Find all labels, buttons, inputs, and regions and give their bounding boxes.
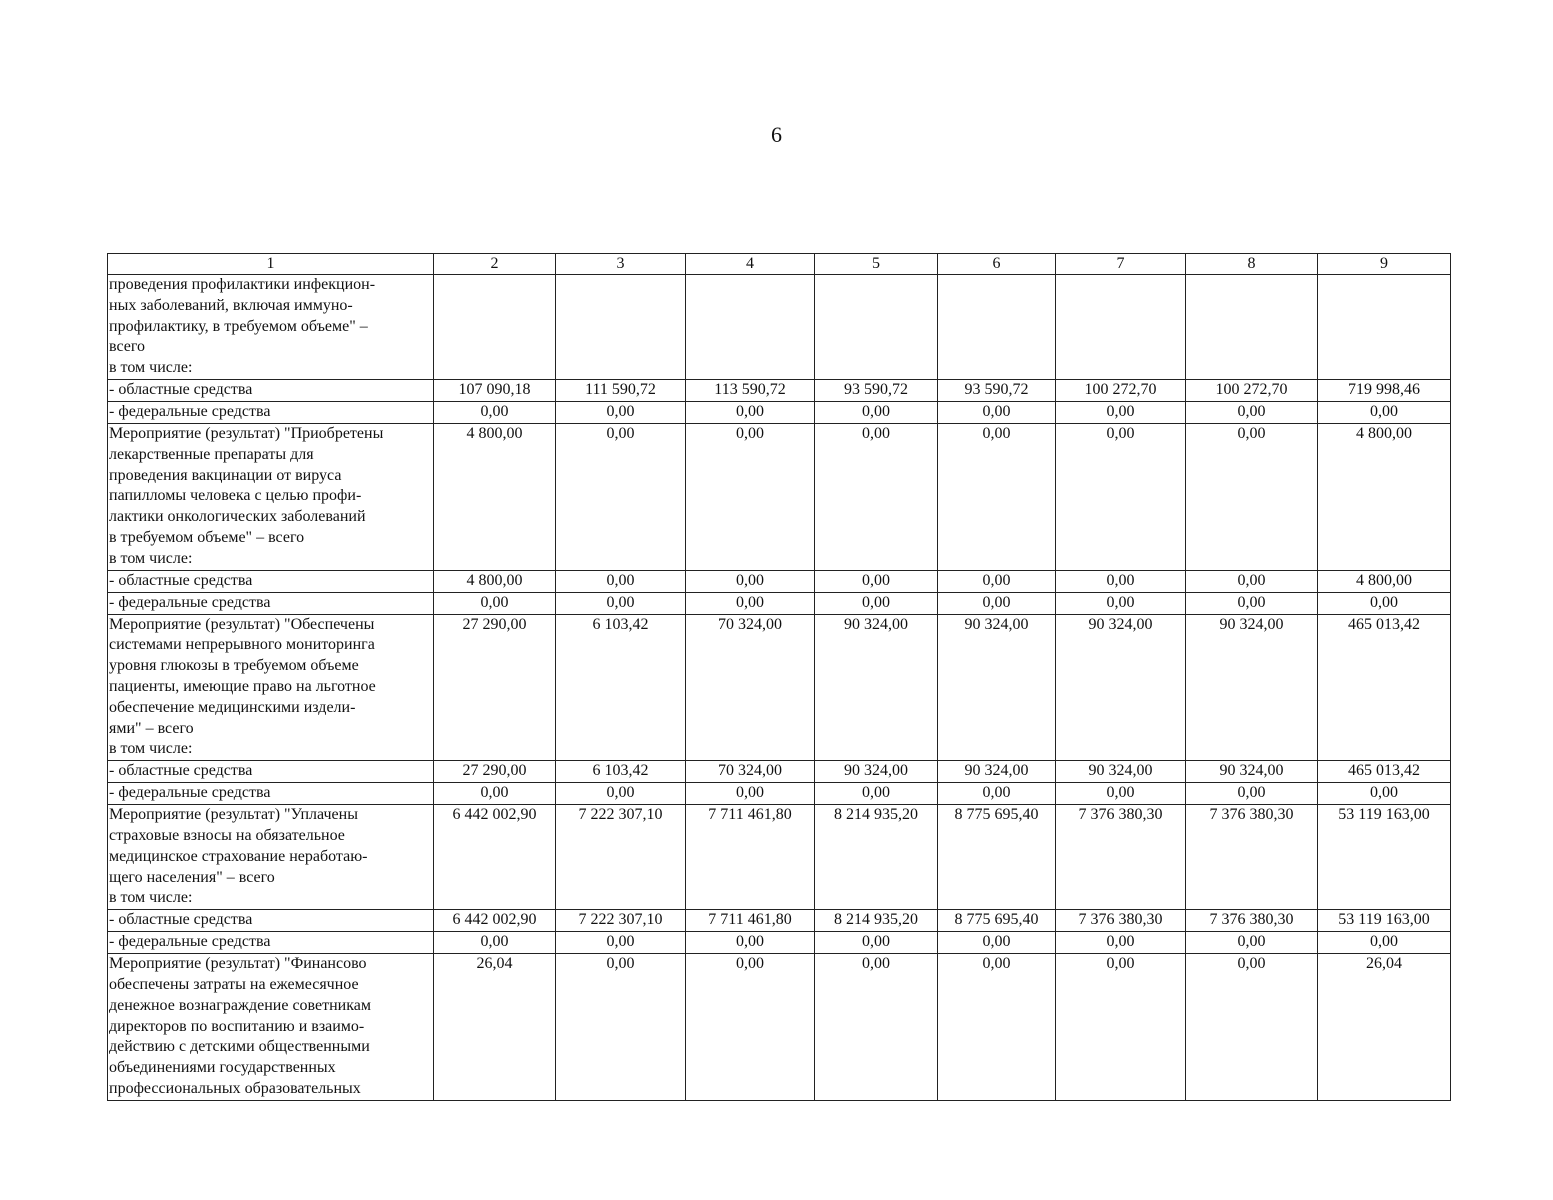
value-cell: 7 711 461,80 bbox=[686, 805, 815, 910]
value-cell: 90 324,00 bbox=[938, 761, 1056, 783]
value-cell: 0,00 bbox=[1186, 570, 1318, 592]
value-cell: 53 119 163,00 bbox=[1318, 910, 1451, 932]
column-header: 8 bbox=[1186, 254, 1318, 275]
row-label: Мероприятие (результат) "Финансово обеспечены затраты на ежемесячное денежное вознаграждение советникам директоров по воспитанию и взаимо- действию с детскими общественными объединениями государственных профессиональных образовательных bbox=[108, 954, 434, 1101]
column-header: 6 bbox=[938, 254, 1056, 275]
table-row bbox=[108, 614, 1451, 761]
column-header: 9 bbox=[1318, 254, 1451, 275]
value-cell: 0,00 bbox=[1186, 783, 1318, 805]
value-cell: 0,00 bbox=[1318, 401, 1451, 423]
value-cell: 90 324,00 bbox=[1056, 614, 1186, 761]
value-cell: 90 324,00 bbox=[1186, 614, 1318, 761]
value-cell: 8 214 935,20 bbox=[815, 805, 938, 910]
value-cell: 4 800,00 bbox=[1318, 423, 1451, 570]
value-cell: 0,00 bbox=[938, 932, 1056, 954]
row-label: - федеральные средства bbox=[108, 783, 434, 805]
value-cell: 90 324,00 bbox=[815, 614, 938, 761]
column-header: 7 bbox=[1056, 254, 1186, 275]
value-cell: 90 324,00 bbox=[1056, 761, 1186, 783]
value-cell: 0,00 bbox=[686, 401, 815, 423]
table-row bbox=[108, 910, 1451, 932]
value-cell: 0,00 bbox=[686, 570, 815, 592]
value-cell: 7 376 380,30 bbox=[1056, 805, 1186, 910]
value-cell: 70 324,00 bbox=[686, 614, 815, 761]
value-cell: 90 324,00 bbox=[1186, 761, 1318, 783]
value-cell: 100 272,70 bbox=[1186, 379, 1318, 401]
value-cell: 8 775 695,40 bbox=[938, 910, 1056, 932]
value-cell: 0,00 bbox=[815, 954, 938, 1101]
value-cell: 0,00 bbox=[815, 592, 938, 614]
row-label: - областные средства bbox=[108, 379, 434, 401]
table-row bbox=[108, 954, 1451, 1101]
value-cell: 0,00 bbox=[938, 423, 1056, 570]
value-cell: 0,00 bbox=[1056, 592, 1186, 614]
value-cell: 465 013,42 bbox=[1318, 614, 1451, 761]
row-label: Мероприятие (результат) "Уплачены страховые взносы на обязательное медицинское страхование неработаю- щего населения" – всего в том числе: bbox=[108, 805, 434, 910]
value-cell bbox=[434, 275, 556, 380]
column-header: 5 bbox=[815, 254, 938, 275]
value-cell: 0,00 bbox=[556, 592, 686, 614]
table-row bbox=[108, 401, 1451, 423]
value-cell: 0,00 bbox=[686, 783, 815, 805]
row-label: - областные средства bbox=[108, 761, 434, 783]
column-header: 1 bbox=[108, 254, 434, 275]
value-cell: 0,00 bbox=[938, 592, 1056, 614]
value-cell: 0,00 bbox=[434, 932, 556, 954]
value-cell: 0,00 bbox=[938, 783, 1056, 805]
table-row bbox=[108, 783, 1451, 805]
value-cell: 90 324,00 bbox=[938, 614, 1056, 761]
table-row bbox=[108, 761, 1451, 783]
value-cell: 27 290,00 bbox=[434, 614, 556, 761]
value-cell bbox=[1318, 275, 1451, 380]
row-label: - областные средства bbox=[108, 910, 434, 932]
value-cell: 53 119 163,00 bbox=[1318, 805, 1451, 910]
value-cell: 0,00 bbox=[556, 954, 686, 1101]
value-cell: 0,00 bbox=[1318, 592, 1451, 614]
row-label: проведения профилактики инфекцион- ных заболеваний, включая иммуно- профилактику, в требуемом объеме" – всего в том числе: bbox=[108, 275, 434, 380]
column-header: 3 bbox=[556, 254, 686, 275]
value-cell: 0,00 bbox=[815, 932, 938, 954]
value-cell: 90 324,00 bbox=[815, 761, 938, 783]
value-cell: 0,00 bbox=[556, 932, 686, 954]
value-cell: 0,00 bbox=[815, 783, 938, 805]
value-cell: 93 590,72 bbox=[815, 379, 938, 401]
value-cell: 6 103,42 bbox=[556, 761, 686, 783]
value-cell bbox=[815, 275, 938, 380]
value-cell: 465 013,42 bbox=[1318, 761, 1451, 783]
value-cell: 0,00 bbox=[556, 570, 686, 592]
value-cell: 0,00 bbox=[686, 954, 815, 1101]
value-cell: 6 442 002,90 bbox=[434, 910, 556, 932]
value-cell: 0,00 bbox=[1186, 401, 1318, 423]
page-number: 6 bbox=[771, 122, 782, 147]
column-header: 2 bbox=[434, 254, 556, 275]
row-label: - федеральные средства bbox=[108, 932, 434, 954]
column-header: 4 bbox=[686, 254, 815, 275]
value-cell: 0,00 bbox=[1056, 401, 1186, 423]
value-cell: 6 442 002,90 bbox=[434, 805, 556, 910]
value-cell: 0,00 bbox=[556, 783, 686, 805]
value-cell: 0,00 bbox=[1056, 954, 1186, 1101]
value-cell: 0,00 bbox=[1186, 423, 1318, 570]
value-cell: 7 376 380,30 bbox=[1056, 910, 1186, 932]
value-cell: 0,00 bbox=[1056, 570, 1186, 592]
value-cell: 0,00 bbox=[434, 401, 556, 423]
value-cell bbox=[1186, 275, 1318, 380]
value-cell: 93 590,72 bbox=[938, 379, 1056, 401]
row-label: - областные средства bbox=[108, 570, 434, 592]
value-cell: 0,00 bbox=[815, 401, 938, 423]
value-cell: 111 590,72 bbox=[556, 379, 686, 401]
value-cell: 0,00 bbox=[1318, 783, 1451, 805]
value-cell: 0,00 bbox=[938, 954, 1056, 1101]
value-cell bbox=[1056, 275, 1186, 380]
value-cell: 7 711 461,80 bbox=[686, 910, 815, 932]
table-row bbox=[108, 423, 1451, 570]
value-cell: 0,00 bbox=[1056, 423, 1186, 570]
value-cell: 8 775 695,40 bbox=[938, 805, 1056, 910]
value-cell: 0,00 bbox=[434, 783, 556, 805]
table-row bbox=[108, 379, 1451, 401]
column-number-row bbox=[108, 254, 1451, 275]
value-cell: 0,00 bbox=[815, 570, 938, 592]
value-cell: 0,00 bbox=[686, 592, 815, 614]
value-cell: 107 090,18 bbox=[434, 379, 556, 401]
value-cell: 4 800,00 bbox=[434, 423, 556, 570]
value-cell: 0,00 bbox=[1186, 932, 1318, 954]
value-cell: 4 800,00 bbox=[1318, 570, 1451, 592]
value-cell bbox=[556, 275, 686, 380]
value-cell: 0,00 bbox=[434, 592, 556, 614]
value-cell: 7 222 307,10 bbox=[556, 910, 686, 932]
value-cell: 0,00 bbox=[815, 423, 938, 570]
value-cell: 0,00 bbox=[556, 423, 686, 570]
row-label: Мероприятие (результат) "Приобретены лекарственные препараты для проведения вакцинации от вируса папилломы человека с целью профи- лактики онкологических заболеваний в требуемом объеме" – всего в том числе: bbox=[108, 423, 434, 570]
value-cell: 4 800,00 bbox=[434, 570, 556, 592]
value-cell: 26,04 bbox=[1318, 954, 1451, 1101]
value-cell: 0,00 bbox=[556, 401, 686, 423]
table-row bbox=[108, 570, 1451, 592]
value-cell: 0,00 bbox=[938, 570, 1056, 592]
value-cell: 0,00 bbox=[1056, 932, 1186, 954]
table-body bbox=[108, 275, 1451, 1101]
budget-table bbox=[107, 253, 1451, 1101]
value-cell: 7 376 380,30 bbox=[1186, 805, 1318, 910]
table-row bbox=[108, 592, 1451, 614]
value-cell: 8 214 935,20 bbox=[815, 910, 938, 932]
value-cell: 0,00 bbox=[1056, 783, 1186, 805]
value-cell bbox=[686, 275, 815, 380]
value-cell: 7 222 307,10 bbox=[556, 805, 686, 910]
value-cell: 26,04 bbox=[434, 954, 556, 1101]
table-row bbox=[108, 932, 1451, 954]
value-cell: 7 376 380,30 bbox=[1186, 910, 1318, 932]
value-cell: 0,00 bbox=[686, 423, 815, 570]
value-cell: 0,00 bbox=[1186, 592, 1318, 614]
table-row bbox=[108, 805, 1451, 910]
value-cell: 70 324,00 bbox=[686, 761, 815, 783]
value-cell: 100 272,70 bbox=[1056, 379, 1186, 401]
row-label: Мероприятие (результат) "Обеспечены системами непрерывного мониторинга уровня глюкозы в требуемом объеме пациенты, имеющие право на льготное обеспечение медицинскими издели- ями" – всего в том числе: bbox=[108, 614, 434, 761]
value-cell bbox=[938, 275, 1056, 380]
value-cell: 0,00 bbox=[938, 401, 1056, 423]
value-cell: 719 998,46 bbox=[1318, 379, 1451, 401]
value-cell: 113 590,72 bbox=[686, 379, 815, 401]
value-cell: 0,00 bbox=[1318, 932, 1451, 954]
value-cell: 27 290,00 bbox=[434, 761, 556, 783]
table-row bbox=[108, 275, 1451, 380]
value-cell: 0,00 bbox=[1186, 954, 1318, 1101]
value-cell: 6 103,42 bbox=[556, 614, 686, 761]
value-cell: 0,00 bbox=[686, 932, 815, 954]
row-label: - федеральные средства bbox=[108, 401, 434, 423]
row-label: - федеральные средства bbox=[108, 592, 434, 614]
